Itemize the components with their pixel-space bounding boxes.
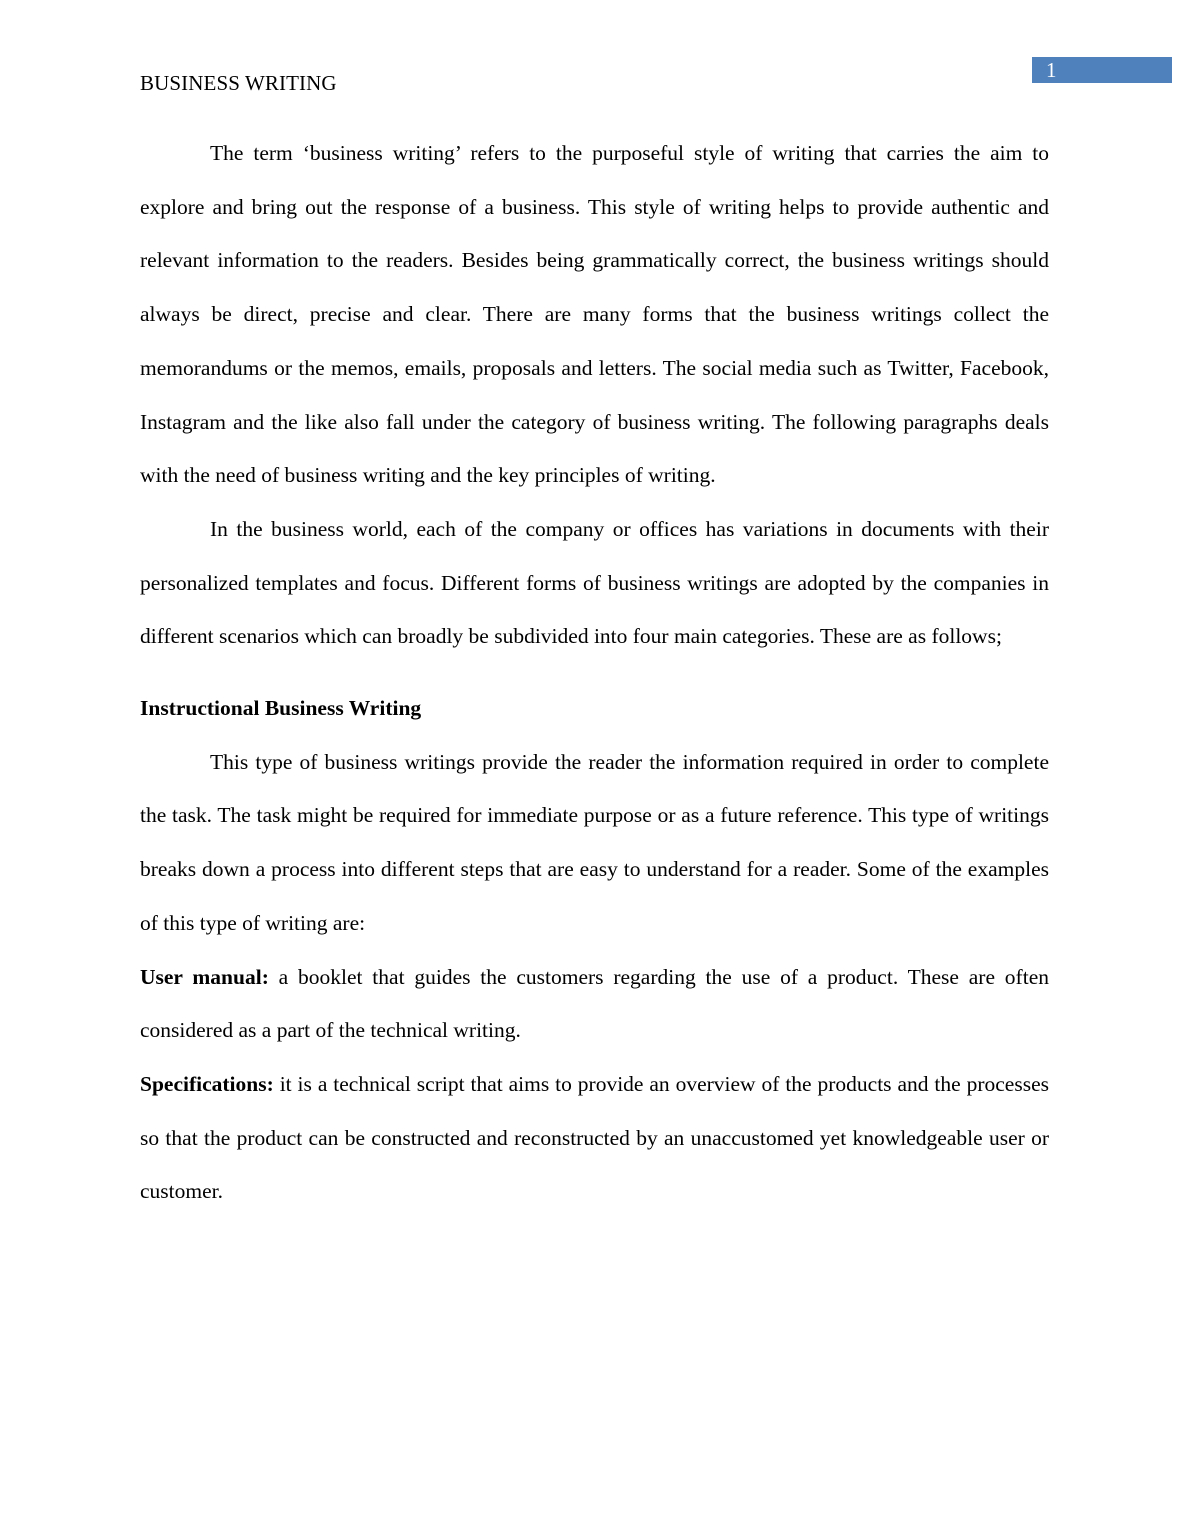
definition-term: User manual:	[140, 964, 269, 989]
running-head: BUSINESS WRITING	[140, 71, 337, 95]
definition-text: a booklet that guides the customers regarding the use of a product. These are often considered as a part of the technical writing.	[140, 964, 1049, 1043]
paragraph-intro: The term ‘business writing’ refers to the purposeful style of writing that carries the aim to explore and bring out the response of a business. This style of writing helps to provide authentic and relevant information to the readers. Besides being grammatically correct, the business writings should always be direct, precise and clear. There are many forms that the business writings collect the memorandums or the memos, emails, proposals and letters. The social media such as Twitter, Facebook, Instagram and the like also fall under the category of business writing. The following paragraphs deals with the need of business writing and the key principles of writing.	[140, 141, 1049, 488]
definition-term: Specifications:	[140, 1071, 274, 1096]
document-body	[140, 127, 1049, 1219]
paragraph-categories: In the business world, each of the company or offices has variations in documents with their personalized templates and focus. Different forms of business writings are adopted by the companies in different scenarios which can broadly be subdivided into four main categories. These are as follows;	[140, 516, 1049, 649]
page-number: 1	[1032, 57, 1172, 83]
paragraph-instructional: This type of business writings provide the reader the information required in order to complete the task. The task might be required for immediate purpose or as a future reference. This type of writings breaks down a process into different steps that are easy to understand for a reader. Some of the examples of this type of writing are:	[140, 749, 1049, 935]
section-heading-instructional: Instructional Business Writing	[140, 696, 422, 721]
definition-specifications	[140, 1058, 1049, 1219]
definition-user-manual	[140, 951, 1049, 1058]
definition-text: it is a technical script that aims to provide an overview of the products and the processes so that the product can be constructed and reconstructed by an unaccustomed yet knowledgeable user or customer.	[140, 1071, 1049, 1204]
